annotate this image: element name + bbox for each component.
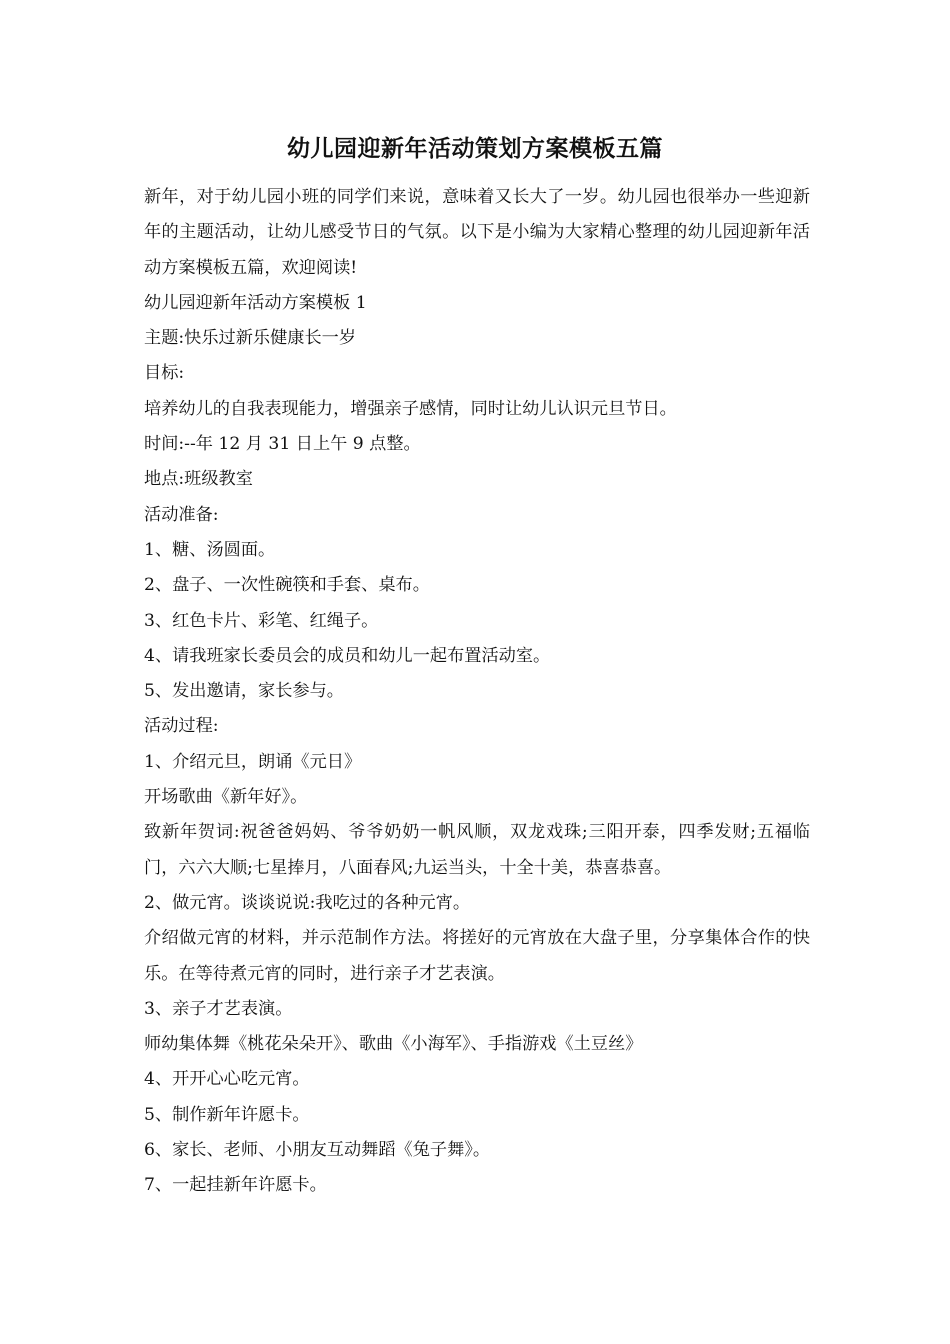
time-line: 时间:--年 12 月 31 日上午 9 点整。 (144, 434, 421, 455)
location-line: 地点:班级教室 (144, 469, 253, 490)
list-item: 7、一起挂新年许愿卡。 (144, 1175, 327, 1196)
paragraph: 开场歌曲《新年好》。 (144, 787, 308, 808)
preparation-label: 活动准备: (144, 504, 219, 525)
theme-line: 主题:快乐过新乐健康长一岁 (144, 328, 357, 349)
method-paragraph: 介绍做元宵的材料，并示范制作方法。将搓好的元宵放在大盘子里，分享集体合作的快乐。在等待煮元宵的同时，进行亲子才艺表演。 (144, 928, 810, 984)
intro-paragraph: 新年，对于幼儿园小班的同学们来说，意味着又长大了一岁。幼儿园也很举办一些迎新年的主题活动，让幼儿感受节日的气氛。以下是小编为大家精心整理的幼儿园迎新年活动方案模板五篇，欢迎阅读! (144, 187, 810, 278)
list-item: 1、介绍元旦，朗诵《元日》 (144, 751, 362, 772)
list-item: 1、糖、汤圆面。 (144, 539, 276, 560)
goal-text: 培养幼儿的自我表现能力，增强亲子感情，同时让幼儿认识元旦节日。 (144, 398, 677, 419)
goal-label: 目标: (144, 363, 185, 384)
list-item: 6、家长、老师、小朋友互动舞蹈《兔子舞》。 (144, 1140, 491, 1161)
list-item: 3、亲子才艺表演。 (144, 998, 293, 1019)
section-heading: 幼儿园迎新年活动方案模板 1 (144, 292, 367, 313)
list-item: 5、发出邀请，家长参与。 (144, 681, 344, 702)
process-label: 活动过程: (144, 716, 219, 737)
document-body (144, 180, 810, 1204)
list-item: 2、做元宵。谈谈说说:我吃过的各种元宵。 (144, 892, 471, 913)
list-item: 2、盘子、一次性碗筷和手套、桌布。 (144, 575, 430, 596)
document-title: 幼儿园迎新年活动策划方案模板五篇 (287, 135, 663, 162)
list-item: 3、红色卡片、彩笔、红绳子。 (144, 610, 379, 631)
greeting-paragraph: 致新年贺词:祝爸爸妈妈、爷爷奶奶一帆风顺，双龙戏珠;三阳开泰，四季发财;五福临门，六六大顺;七星捧月，八面春风;九运当头，十全十美，恭喜恭喜。 (144, 822, 810, 878)
list-item: 4、请我班家长委员会的成员和幼儿一起布置活动室。 (144, 645, 551, 666)
list-item: 5、制作新年许愿卡。 (144, 1104, 310, 1125)
list-item: 4、开开心心吃元宵。 (144, 1069, 310, 1090)
paragraph: 师幼集体舞《桃花朵朵开》、歌曲《小海军》、手指游戏《土豆丝》 (144, 1034, 643, 1055)
